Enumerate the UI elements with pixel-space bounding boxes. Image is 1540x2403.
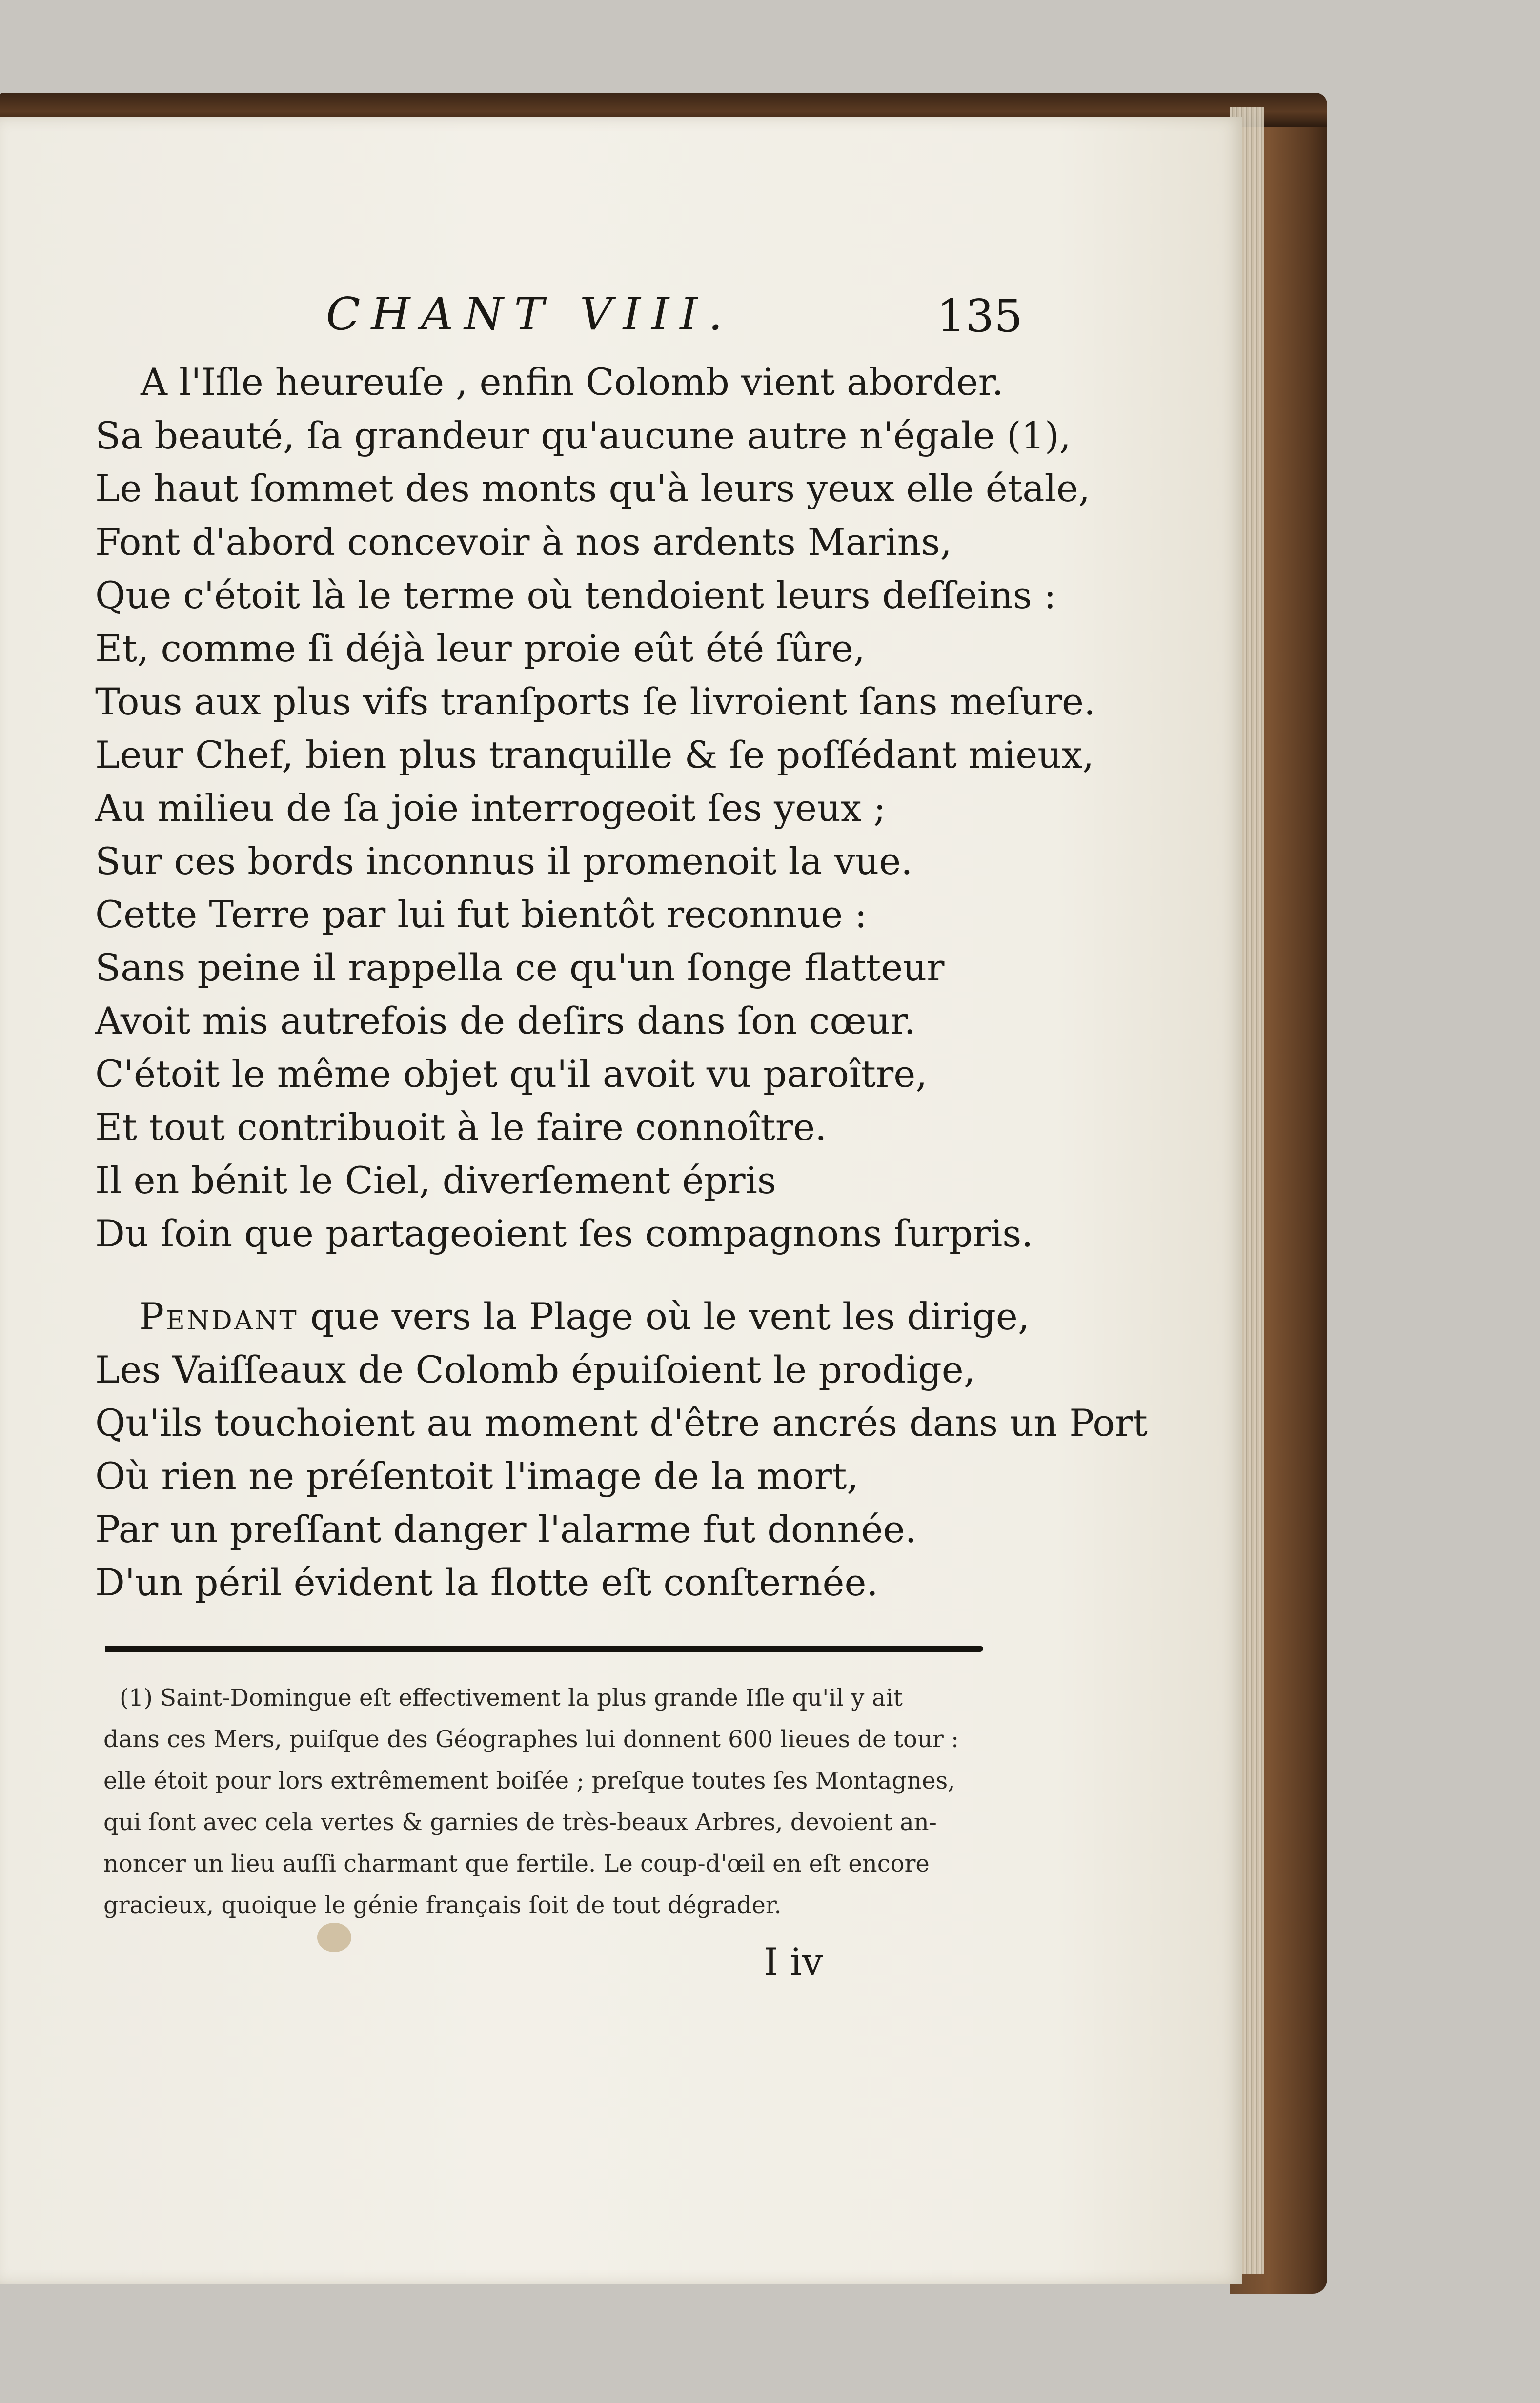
running-title: CHANT VIII. (326, 288, 733, 340)
footnote-line: qui ſont avec cela vertes & garnies de très-beaux Arbres, devoient an- (103, 1809, 937, 1836)
verse-line: Il en bénit le Ciel, diverſement épris (95, 1159, 776, 1202)
footnote-line: elle étoit pour lors extrêmement boiſée ; preſque toutes ſes Montagnes, (103, 1767, 955, 1794)
footnote-line: (1) Saint-Domingue eſt effectivement la plus grande Iſle qu'il y ait (120, 1684, 903, 1711)
verse-line: D'un péril évident la flotte eſt conſternée. (95, 1561, 878, 1604)
stanza-initial-word: Pendant (139, 1295, 299, 1338)
verse-line: Sa beauté, ſa grandeur qu'aucune autre n'égale (1), (95, 414, 1071, 457)
page-number: 135 (937, 290, 1023, 342)
signature-mark: I iv (764, 1940, 823, 1983)
verse-line: C'étoit le même objet qu'il avoit vu paroître, (95, 1052, 928, 1096)
verse-line: Les Vaiſſeaux de Colomb épuiſoient le prodige, (95, 1348, 975, 1391)
verse-line: Au milieu de ſa joie interrogeoit ſes yeux ; (95, 786, 886, 830)
foxing-stain (317, 1923, 351, 1952)
verse-line: Et, comme ſi déjà leur proie eût été ſûre, (95, 627, 865, 670)
verse-line: Avoit mis autrefois de deſirs dans ſon cœur. (95, 999, 916, 1042)
verse-line: Tous aux plus vifs tranſports ſe livroient ſans meſure. (95, 680, 1096, 723)
verse-line: Cette Terre par lui fut bientôt reconnue : (95, 893, 867, 936)
footnote-line: gracieux, quoique le génie français ſoit de tout dégrader. (103, 1892, 782, 1919)
verse-line: Le haut ſommet des monts qu'à leurs yeux elle étale, (95, 467, 1091, 510)
verse-line: Sur ces bords inconnus il promenoit la vue. (95, 839, 913, 883)
page-header (0, 288, 1242, 342)
verse-line: Par un preſſant danger l'alarme fut donnée. (95, 1507, 917, 1551)
verse-line-rest: que vers la Plage où le vent les dirige, (298, 1295, 1030, 1338)
verse-line: Que c'étoit là le terme où tendoient leurs deſſeins : (95, 573, 1056, 617)
verse-line: A l'Iſle heureuſe , enfin Colomb vient aborder. (141, 360, 1004, 404)
footnote-line: dans ces Mers, puiſque des Géographes lui donnent 600 lieues de tour : (103, 1726, 959, 1753)
verse-line-stanza-start (139, 1295, 1030, 1338)
verse-line: Du ſoin que partageoient ſes compagnons ſurpris. (95, 1212, 1033, 1255)
verse-line: Leur Chef, bien plus tranquille & ſe poſſédant mieux, (95, 733, 1094, 776)
verse-line: Qu'ils touchoient au moment d'être ancrés dans un Port (95, 1401, 1148, 1445)
verse-line: Où rien ne préſentoit l'image de la mort, (95, 1454, 859, 1498)
footnote-line: noncer un lieu auſſi charmant que fertile. Le coup-d'œil en eſt encore (103, 1850, 930, 1877)
verse-line: Font d'abord concevoir à nos ardents Marins, (95, 520, 952, 564)
verse-line: Et tout contribuoit à le faire connoître. (95, 1105, 827, 1149)
verse-line: Sans peine il rappella ce qu'un ſonge flatteur (95, 946, 945, 989)
footnote-rule (105, 1646, 983, 1652)
